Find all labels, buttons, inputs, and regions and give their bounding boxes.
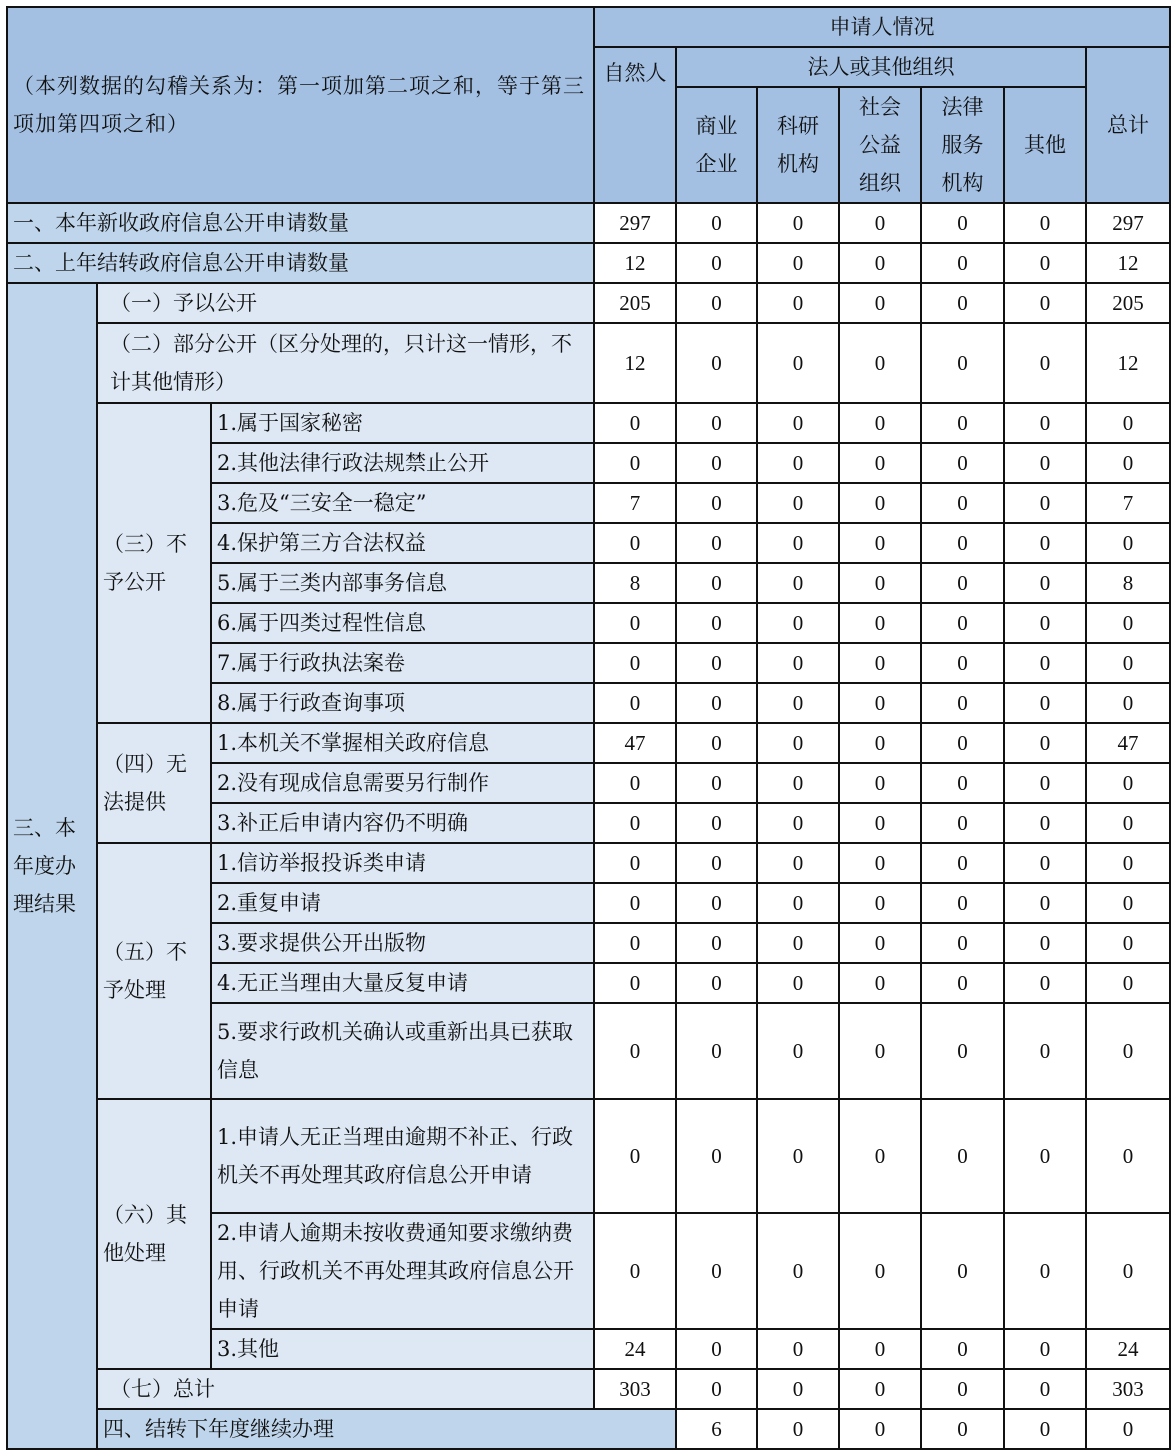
cell-value: 12 <box>1086 323 1170 403</box>
cell-value: 0 <box>839 763 921 803</box>
applicant-situation-header: 申请人情况 <box>594 7 1170 47</box>
cell-value: 0 <box>594 1213 676 1329</box>
cell-value: 0 <box>676 643 757 683</box>
cell-value: 0 <box>921 843 1004 883</box>
group-label-not-processed: （五）不予处理 <box>97 843 211 1099</box>
cell-value: 303 <box>1086 1369 1170 1409</box>
other-org-header: 其他 <box>1004 87 1086 203</box>
cell-value: 0 <box>1004 1329 1086 1369</box>
cell-value: 0 <box>594 843 676 883</box>
cell-value: 0 <box>1004 643 1086 683</box>
table-row <box>7 1369 1170 1409</box>
cell-value: 0 <box>1004 923 1086 963</box>
cell-value: 0 <box>839 1329 921 1369</box>
row-label-grand-total: （七）总计 <box>97 1369 594 1409</box>
cell-value: 0 <box>921 563 1004 603</box>
cell-value: 47 <box>594 723 676 763</box>
cell-value: 0 <box>757 403 839 443</box>
cell-value: 0 <box>676 1369 757 1409</box>
cell-value: 0 <box>757 563 839 603</box>
cell-value: 0 <box>676 1329 757 1369</box>
cell-value: 0 <box>921 443 1004 483</box>
cell-value: 0 <box>921 883 1004 923</box>
cell-value: 0 <box>1086 1213 1170 1329</box>
group-label-unable-to-provide: （四）无法提供 <box>97 723 211 843</box>
cell-value: 0 <box>676 923 757 963</box>
cell-value: 0 <box>1086 883 1170 923</box>
cell-value: 0 <box>839 843 921 883</box>
cell-value: 0 <box>1086 643 1170 683</box>
cell-value: 0 <box>1004 723 1086 763</box>
cell-value: 0 <box>1004 883 1086 923</box>
cell-value: 0 <box>757 963 839 1003</box>
row-label: 3.补正后申请内容仍不明确 <box>211 803 594 843</box>
cell-value: 0 <box>839 203 921 243</box>
cell-value: 0 <box>676 723 757 763</box>
cell-value: 0 <box>757 683 839 723</box>
cell-value: 0 <box>757 243 839 283</box>
cell-value: 0 <box>921 203 1004 243</box>
cell-value: 0 <box>757 1369 839 1409</box>
cell-value: 0 <box>1004 603 1086 643</box>
cell-value: 8 <box>594 563 676 603</box>
cell-value: 0 <box>757 203 839 243</box>
row-label: 4.无正当理由大量反复申请 <box>211 963 594 1003</box>
cell-value: 0 <box>839 1369 921 1409</box>
cell-value: 0 <box>839 803 921 843</box>
cell-value: 0 <box>757 1099 839 1213</box>
cell-value: 0 <box>676 763 757 803</box>
cell-value: 0 <box>839 243 921 283</box>
table-row <box>7 723 1170 763</box>
row-label: 2.没有现成信息需要另行制作 <box>211 763 594 803</box>
cell-value: 0 <box>676 1003 757 1099</box>
cell-value: 0 <box>839 643 921 683</box>
cell-value: 24 <box>1086 1329 1170 1369</box>
cell-value: 0 <box>921 1003 1004 1099</box>
cell-value: 205 <box>1086 283 1170 323</box>
cell-value: 0 <box>1086 763 1170 803</box>
cell-value: 0 <box>757 923 839 963</box>
cell-value: 0 <box>839 563 921 603</box>
cell-value: 0 <box>676 443 757 483</box>
cell-value: 0 <box>757 323 839 403</box>
cell-value: 0 <box>676 883 757 923</box>
row-label: 2.申请人逾期未按收费通知要求缴纳费用、行政机关不再处理其政府信息公开申请 <box>211 1213 594 1329</box>
row-label: 3.其他 <box>211 1329 594 1369</box>
cell-value: 0 <box>921 643 1004 683</box>
cell-value: 0 <box>839 1409 921 1449</box>
cell-value: 0 <box>676 843 757 883</box>
cell-value: 0 <box>1004 803 1086 843</box>
cell-value: 0 <box>839 923 921 963</box>
cell-value: 0 <box>839 883 921 923</box>
row-label: 5.要求行政机关确认或重新出具已获取信息 <box>211 1003 594 1099</box>
legal-or-other-org-header: 法人或其他组织 <box>676 47 1086 87</box>
cell-value: 0 <box>1004 763 1086 803</box>
cell-value: 0 <box>1086 523 1170 563</box>
cell-value: 0 <box>1086 603 1170 643</box>
cell-value: 0 <box>757 283 839 323</box>
cell-value: 0 <box>1004 403 1086 443</box>
cell-value: 0 <box>921 1329 1004 1369</box>
cell-value: 0 <box>1004 1369 1086 1409</box>
cell-value: 0 <box>1086 443 1170 483</box>
cell-value: 0 <box>1004 1213 1086 1329</box>
table-row <box>7 203 1170 243</box>
cell-value: 0 <box>757 523 839 563</box>
cell-value: 0 <box>839 1099 921 1213</box>
row-label: 1.信访举报投诉类申请 <box>211 843 594 883</box>
cell-value: 0 <box>1004 563 1086 603</box>
cell-value: 0 <box>676 963 757 1003</box>
cell-value: 0 <box>594 763 676 803</box>
cell-value: 0 <box>921 963 1004 1003</box>
cell-value: 7 <box>594 483 676 523</box>
cell-value: 0 <box>839 1213 921 1329</box>
cell-value: 0 <box>839 523 921 563</box>
cell-value: 0 <box>1086 1409 1170 1449</box>
cell-value: 0 <box>1004 1099 1086 1213</box>
government-info-disclosure-table <box>6 6 1171 1450</box>
group-label-not-disclosed: （三）不予公开 <box>97 403 211 723</box>
cell-value: 0 <box>757 443 839 483</box>
cell-value: 6 <box>676 1409 757 1449</box>
row-label: 2.重复申请 <box>211 883 594 923</box>
cell-value: 0 <box>676 483 757 523</box>
cell-value: 0 <box>839 403 921 443</box>
cell-value: 0 <box>757 843 839 883</box>
group-label-other-processing: （六）其他处理 <box>97 1099 211 1369</box>
cell-value: 0 <box>1086 1003 1170 1099</box>
row-label: 3.危及“三安全一稳定” <box>211 483 594 523</box>
row-label-carry-to-next-year: 四、结转下年度继续办理 <box>97 1409 676 1449</box>
cell-value: 0 <box>839 283 921 323</box>
cell-value: 0 <box>757 803 839 843</box>
cell-value: 0 <box>757 1409 839 1449</box>
cell-value: 0 <box>1004 283 1086 323</box>
row-label: 1.申请人无正当理由逾期不补正、行政机关不再处理其政府信息公开申请 <box>211 1099 594 1213</box>
cell-value: 0 <box>676 563 757 603</box>
row-label-new-applications: 一、本年新收政府信息公开申请数量 <box>7 203 594 243</box>
cell-value: 205 <box>594 283 676 323</box>
cell-value: 0 <box>921 1099 1004 1213</box>
cell-value: 0 <box>921 683 1004 723</box>
cell-value: 0 <box>676 243 757 283</box>
row-label-partially-disclosed: （二）部分公开（区分处理的，只计这一情形，不计其他情形） <box>97 323 594 403</box>
cell-value: 0 <box>676 603 757 643</box>
social-welfare-org-header: 社会公益组织 <box>839 87 921 203</box>
cell-value: 0 <box>757 1213 839 1329</box>
cell-value: 0 <box>1086 403 1170 443</box>
cell-value: 0 <box>921 763 1004 803</box>
cell-value: 8 <box>1086 563 1170 603</box>
cell-value: 0 <box>1004 523 1086 563</box>
cell-value: 0 <box>1086 683 1170 723</box>
cell-value: 0 <box>1004 243 1086 283</box>
cell-value: 0 <box>1004 483 1086 523</box>
header-row-1 <box>7 7 1170 47</box>
cell-value: 0 <box>1004 203 1086 243</box>
cell-value: 0 <box>757 723 839 763</box>
cell-value: 0 <box>921 803 1004 843</box>
row-label-carried-over: 二、上年结转政府信息公开申请数量 <box>7 243 594 283</box>
row-label: 3.要求提供公开出版物 <box>211 923 594 963</box>
cell-value: 0 <box>921 923 1004 963</box>
cell-value: 0 <box>676 803 757 843</box>
cell-value: 7 <box>1086 483 1170 523</box>
legal-service-institution-header: 法律服务机构 <box>921 87 1004 203</box>
row-label: 6.属于四类过程性信息 <box>211 603 594 643</box>
cell-value: 12 <box>594 243 676 283</box>
cell-value: 0 <box>594 603 676 643</box>
cell-value: 0 <box>921 1369 1004 1409</box>
cell-value: 0 <box>921 243 1004 283</box>
cell-value: 0 <box>839 483 921 523</box>
row-label: 1.属于国家秘密 <box>211 403 594 443</box>
cell-value: 0 <box>839 603 921 643</box>
cell-value: 0 <box>676 403 757 443</box>
cell-value: 0 <box>1004 683 1086 723</box>
total-header: 总计 <box>1086 47 1170 203</box>
cell-value: 0 <box>594 1099 676 1213</box>
cell-value: 0 <box>676 523 757 563</box>
cell-value: 0 <box>594 643 676 683</box>
cell-value: 0 <box>1004 443 1086 483</box>
cell-value: 12 <box>1086 243 1170 283</box>
cell-value: 297 <box>594 203 676 243</box>
cell-value: 0 <box>839 963 921 1003</box>
cell-value: 0 <box>921 1213 1004 1329</box>
cell-value: 0 <box>594 523 676 563</box>
cell-value: 0 <box>594 443 676 483</box>
row-label: 1.本机关不掌握相关政府信息 <box>211 723 594 763</box>
cell-value: 0 <box>1086 803 1170 843</box>
cell-value: 0 <box>921 483 1004 523</box>
cell-value: 0 <box>757 603 839 643</box>
research-institution-header: 科研机构 <box>757 87 839 203</box>
cell-value: 0 <box>1086 843 1170 883</box>
cell-value: 12 <box>594 323 676 403</box>
cell-value: 24 <box>594 1329 676 1369</box>
table-row <box>7 323 1170 403</box>
cell-value: 0 <box>1004 1409 1086 1449</box>
cell-value: 0 <box>757 763 839 803</box>
cell-value: 0 <box>676 283 757 323</box>
table-row <box>7 283 1170 323</box>
cell-value: 0 <box>921 323 1004 403</box>
cell-value: 0 <box>1086 923 1170 963</box>
cell-value: 0 <box>1004 323 1086 403</box>
cell-value: 0 <box>676 1213 757 1329</box>
cell-value: 0 <box>839 323 921 403</box>
cell-value: 0 <box>757 643 839 683</box>
cell-value: 0 <box>921 403 1004 443</box>
cell-value: 0 <box>676 1099 757 1213</box>
cell-value: 0 <box>921 723 1004 763</box>
cell-value: 0 <box>921 1409 1004 1449</box>
section-3-label: 三、本年度办理结果 <box>7 283 97 1449</box>
cell-value: 0 <box>594 923 676 963</box>
row-label-disclosed: （一）予以公开 <box>97 283 594 323</box>
table-row <box>7 1409 1170 1449</box>
cell-value: 0 <box>676 323 757 403</box>
cell-value: 0 <box>594 963 676 1003</box>
cell-value: 0 <box>676 203 757 243</box>
cell-value: 0 <box>921 523 1004 563</box>
table-row <box>7 1099 1170 1213</box>
cell-value: 0 <box>839 1003 921 1099</box>
cell-value: 0 <box>594 803 676 843</box>
cell-value: 0 <box>1004 1003 1086 1099</box>
cell-value: 0 <box>1004 843 1086 883</box>
cell-value: 0 <box>1086 1099 1170 1213</box>
table-row <box>7 843 1170 883</box>
cell-value: 0 <box>757 883 839 923</box>
row-label: 5.属于三类内部事务信息 <box>211 563 594 603</box>
calculation-note: （本列数据的勾稽关系为：第一项加第二项之和，等于第三项加第四项之和） <box>7 7 594 203</box>
cell-value: 0 <box>757 1329 839 1369</box>
cell-value: 0 <box>921 283 1004 323</box>
cell-value: 0 <box>921 603 1004 643</box>
cell-value: 0 <box>676 683 757 723</box>
cell-value: 47 <box>1086 723 1170 763</box>
cell-value: 0 <box>839 683 921 723</box>
row-label: 4.保护第三方合法权益 <box>211 523 594 563</box>
cell-value: 0 <box>594 403 676 443</box>
cell-value: 297 <box>1086 203 1170 243</box>
cell-value: 0 <box>839 723 921 763</box>
table-row <box>7 403 1170 443</box>
natural-person-header: 自然人 <box>594 47 676 203</box>
cell-value: 0 <box>839 443 921 483</box>
cell-value: 0 <box>594 683 676 723</box>
cell-value: 0 <box>594 1003 676 1099</box>
cell-value: 0 <box>594 883 676 923</box>
row-label: 7.属于行政执法案卷 <box>211 643 594 683</box>
commercial-enterprise-header: 商业企业 <box>676 87 757 203</box>
cell-value: 0 <box>757 1003 839 1099</box>
cell-value: 0 <box>1086 963 1170 1003</box>
cell-value: 0 <box>1004 963 1086 1003</box>
table-row <box>7 243 1170 283</box>
row-label: 2.其他法律行政法规禁止公开 <box>211 443 594 483</box>
row-label: 8.属于行政查询事项 <box>211 683 594 723</box>
cell-value: 303 <box>594 1369 676 1409</box>
cell-value: 0 <box>757 483 839 523</box>
